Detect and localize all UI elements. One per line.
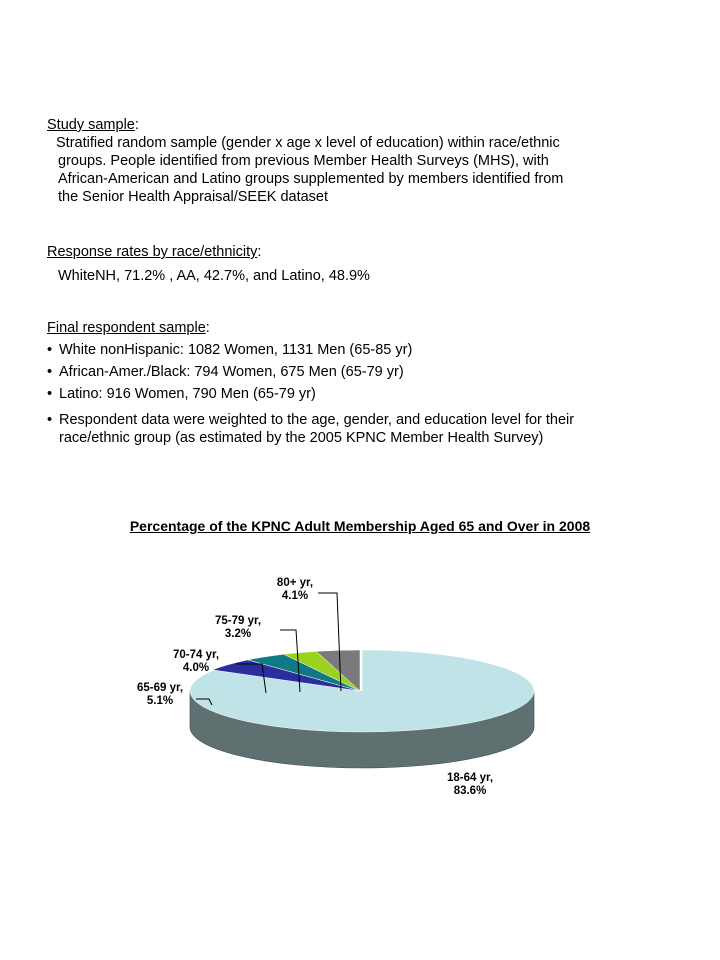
pie-label-1: 65-69 yr, [136, 682, 184, 694]
pie-label-3: 75-79 yr, [214, 615, 262, 627]
pie-label-4: 80+ yr, [276, 577, 314, 589]
pie-value-label-3: 3.2% [224, 628, 252, 640]
list-item: • African-Amer./Black: 794 Women, 675 Men (65-79 yr) [47, 364, 404, 380]
weighting-note: • Respondent data were weighted to the age, gender, and education level for their race/ethnic group (as estimated by the 2005 KPNC Member Health Survey) [47, 412, 575, 446]
study-sample-line-3: African-American and Latino groups supplemented by members identified from [58, 171, 564, 187]
study-sample-section [47, 116, 687, 206]
pie-chart [0, 560, 720, 820]
study-sample-line-2: groups. People identified from previous Member Health Surveys (MHS), with [58, 153, 549, 169]
pie-label-2: 70-74 yr, [172, 649, 220, 661]
pie-value-label-0: 83.6% [453, 785, 487, 797]
response-rates-heading: Response rates by race/ethnicity: [47, 244, 262, 260]
list-item: • Latino: 916 Women, 790 Men (65-79 yr) [47, 386, 316, 402]
list-item: • White nonHispanic: 1082 Women, 1131 Men (65-85 yr) [47, 342, 413, 358]
pie-value-label-2: 4.0% [182, 662, 210, 674]
study-sample-line-1: Stratified random sample (gender x age x level of education) within race/ethnic [56, 135, 560, 151]
study-sample-heading: Study sample: [47, 117, 139, 133]
pie-label-0: 18-64 yr, [446, 772, 494, 784]
pie-value-label-1: 5.1% [146, 695, 174, 707]
final-sample-section [47, 319, 687, 451]
pie-value-label-4: 4.1% [281, 590, 309, 602]
response-rates-section [47, 243, 687, 285]
chart-title: Percentage of the KPNC Adult Membership Aged 65 and Over in 2008 [129, 518, 591, 534]
study-sample-line-4: the Senior Health Appraisal/SEEK dataset [58, 189, 329, 205]
response-rates-text: WhiteNH, 71.2% , AA, 42.7%, and Latino, 48.9% [58, 268, 370, 284]
final-sample-list [47, 341, 687, 447]
final-sample-heading: Final respondent sample: [47, 320, 210, 336]
